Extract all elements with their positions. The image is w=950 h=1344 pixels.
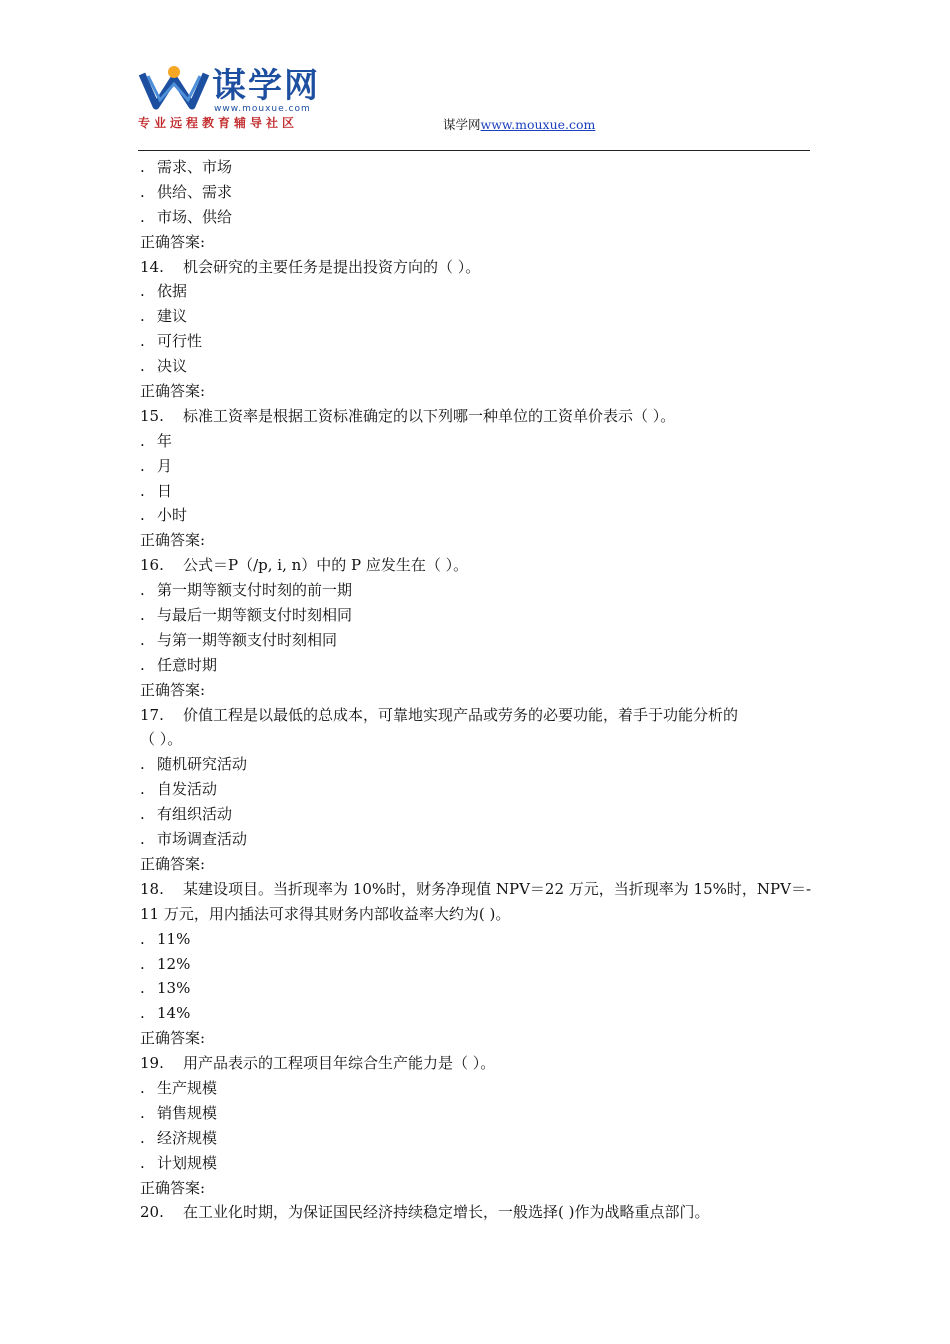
- logo-url-text: www.mouxue.com: [214, 104, 311, 114]
- question-20: 20. 在工业化时期，为保证国民经济持续稳定增长，一般选择( )作为战略重点部门。: [140, 1203, 710, 1222]
- logo-slogan: 专业远程教育辅导社区: [138, 116, 299, 130]
- option-item: . 有组织活动: [140, 805, 233, 824]
- question-list: [140, 155, 812, 1225]
- question-16: 16. 公式＝P（/p, i, n）中的 P 应发生在（ ）。: [140, 556, 469, 575]
- option-item: . 年: [140, 431, 173, 450]
- book-logo-icon: [138, 64, 210, 112]
- option-item: . 月: [140, 456, 173, 475]
- answer-label: 正确答案:: [140, 382, 206, 401]
- question-15: 15. 标准工资率是根据工资标准确定的以下列哪一种单位的工资单价表示（ ）。: [140, 406, 676, 425]
- answer-label: 正确答案:: [140, 531, 206, 550]
- question-18: 18. 某建设项目。当折现率为 10%时，财务净现值 NPV＝22 万元，当折现率为 15%时，NPV＝-: [140, 879, 812, 898]
- option-item: . 14%: [140, 1004, 191, 1023]
- option-item: . 生产规模: [140, 1078, 218, 1097]
- option-item: . 小时: [140, 506, 188, 525]
- logo-brand-text: 谋学网: [212, 66, 320, 106]
- option-item: . 11%: [140, 929, 191, 948]
- option-item: . 日: [140, 481, 173, 500]
- header-divider: [138, 150, 810, 151]
- site-logo: [138, 62, 328, 134]
- option-item: . 决议: [140, 357, 188, 376]
- option-item: . 计划规模: [140, 1153, 218, 1172]
- option-item: . 自发活动: [140, 780, 218, 799]
- option-item: . 市场、供给: [140, 207, 233, 226]
- option-item: . 任意时期: [140, 655, 218, 674]
- option-item: . 供给、需求: [140, 182, 233, 201]
- answer-label: 正确答案:: [140, 680, 206, 699]
- site-link[interactable]: www.mouxue.com: [480, 117, 596, 132]
- option-item: . 经济规模: [140, 1128, 218, 1147]
- header-site: [443, 115, 595, 133]
- question-14: 14. 机会研究的主要任务是提出投资方向的（ ）。: [140, 257, 481, 276]
- option-item: . 建议: [140, 307, 188, 326]
- answer-label: 正确答案:: [140, 232, 206, 251]
- option-item: . 依据: [140, 282, 188, 301]
- site-name: 谋学网: [443, 117, 481, 132]
- answer-label: 正确答案:: [140, 854, 206, 873]
- option-item: . 随机研究活动: [140, 755, 248, 774]
- option-item: . 可行性: [140, 332, 203, 351]
- option-item: . 市场调查活动: [140, 830, 248, 849]
- option-item: . 第一期等额支付时刻的前一期: [140, 581, 353, 600]
- option-item: . 12%: [140, 954, 191, 973]
- question-19: 19. 用产品表示的工程项目年综合生产能力是（ ）。: [140, 1054, 496, 1073]
- answer-label: 正确答案:: [140, 1029, 206, 1048]
- option-item: . 13%: [140, 979, 191, 998]
- question-18-continued: 11 万元，用内插法可求得其财务内部收益率大约为( )。: [140, 904, 511, 923]
- option-item: . 需求、市场: [140, 158, 233, 176]
- question-17-continued: （ ）。: [140, 730, 183, 749]
- option-item: . 与第一期等额支付时刻相同: [140, 630, 338, 649]
- option-item: . 销售规模: [140, 1103, 218, 1122]
- question-17: 17. 价值工程是以最低的总成本，可靠地实现产品或劳务的必要功能，着手于功能分析的: [140, 705, 739, 724]
- answer-label: 正确答案:: [140, 1178, 206, 1197]
- option-item: . 与最后一期等额支付时刻相同: [140, 606, 353, 625]
